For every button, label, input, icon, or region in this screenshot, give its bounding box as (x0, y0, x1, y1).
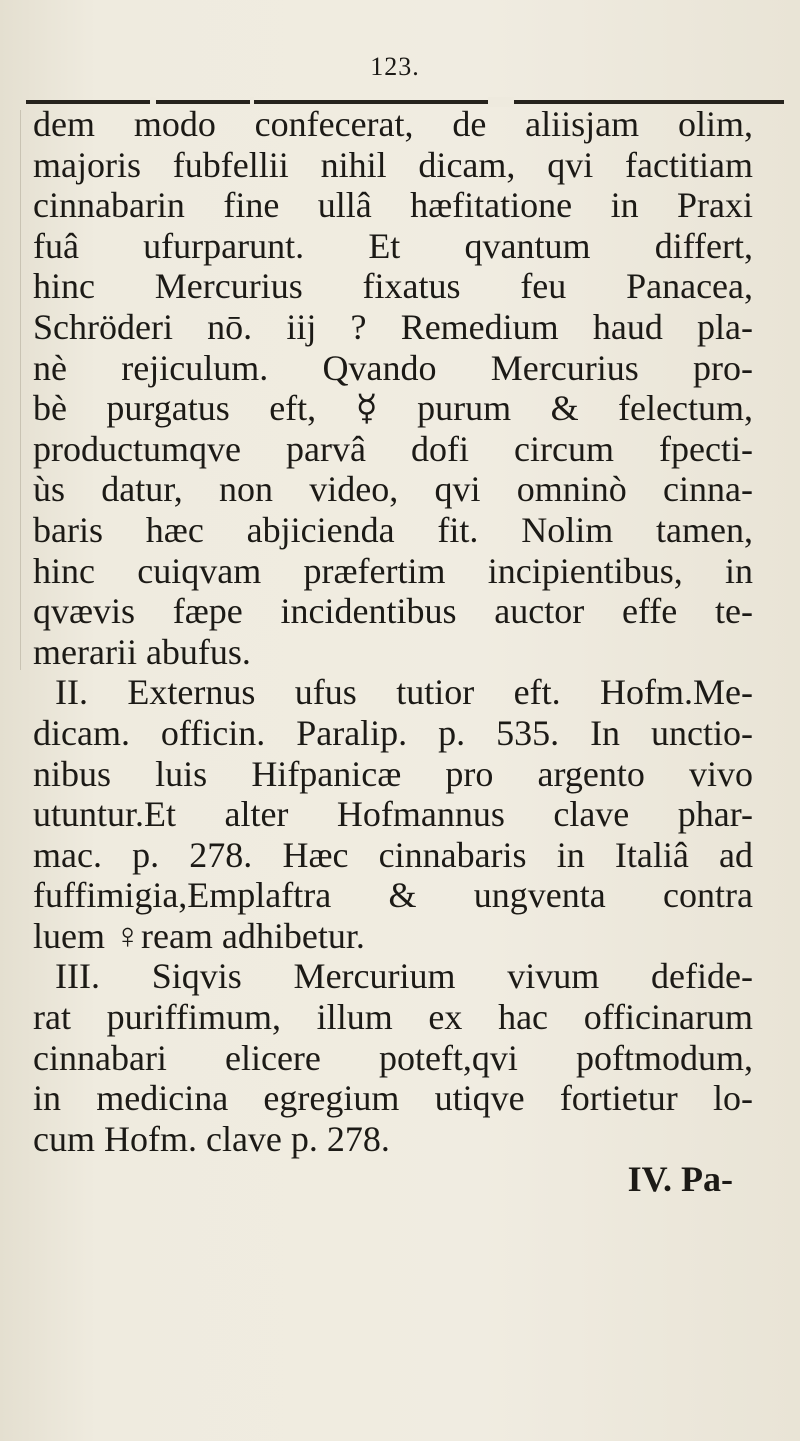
text-line: in medicina egregium utiqve fortietur lo- (33, 1078, 753, 1119)
text-line: Schröderi nō. iij ? Remedium haud pla- (33, 306, 753, 347)
text-line: productumqve parvâ dofi circum fpecti- (33, 428, 753, 469)
text-line: nibus luis Hifpanicæ pro argento vivo (33, 753, 753, 794)
text-line: rat puriffimum, illum ex hac officinarum (33, 997, 753, 1038)
text-line: cinnabari elicere poteft,qvi poftmodum, (33, 1037, 753, 1078)
text-line: II. Externus ufus tutior eft. Hofm.Me- (55, 672, 753, 713)
text-line: majoris fubfellii nihil dicam, qvi factitiam (33, 144, 753, 185)
text-line: dem modo confecerat, de aliisjam olim, (33, 104, 753, 144)
text-line: qvævis fæpe incidentibus auctor effe te- (33, 591, 753, 632)
page-number: 123. (370, 52, 420, 81)
text-line: fuâ ufurparunt. Et qvantum differt, (33, 225, 753, 266)
text-line: dicam. officin. Paralip. p. 535. In unctio- (33, 712, 753, 753)
text-line: III. Siqvis Mercurium vivum defide- (55, 956, 753, 997)
text-line: baris hæc abjicienda fit. Nolim tamen, (33, 509, 753, 550)
text-line: nè rejiculum. Qvando Mercurius pro- (33, 347, 753, 388)
text-line: ùs datur, non video, qvi omninò cinna- (33, 469, 753, 510)
text-line: hinc Mercurius fixatus feu Panacea, (33, 266, 753, 307)
catchword: IV. Pa- (627, 1159, 733, 1200)
text-line: hinc cuiqvam præfertim incipientibus, in (33, 550, 753, 591)
catchword-row (33, 1159, 763, 1200)
margin-shadow (20, 110, 21, 670)
text-line: merarii abufus. (33, 631, 251, 672)
text-line: utuntur.Et alter Hofmannus clave phar- (33, 794, 753, 835)
text-line: bè purgatus eft, ☿ purum & felectum, (33, 388, 753, 429)
text-line: cum Hofm. clave p. 278. (33, 1118, 390, 1159)
text-line: fuffimigia,Emplaftra & ungventa contra (33, 875, 753, 916)
body-text (33, 104, 793, 1200)
text-line: cinnabarin fine ullâ hæfitatione in Praxi (33, 185, 753, 226)
text-line: luem ♀ream adhibetur. (33, 915, 365, 956)
text-line: mac. p. 278. Hæc cinnabaris in Italiâ ad (33, 834, 753, 875)
